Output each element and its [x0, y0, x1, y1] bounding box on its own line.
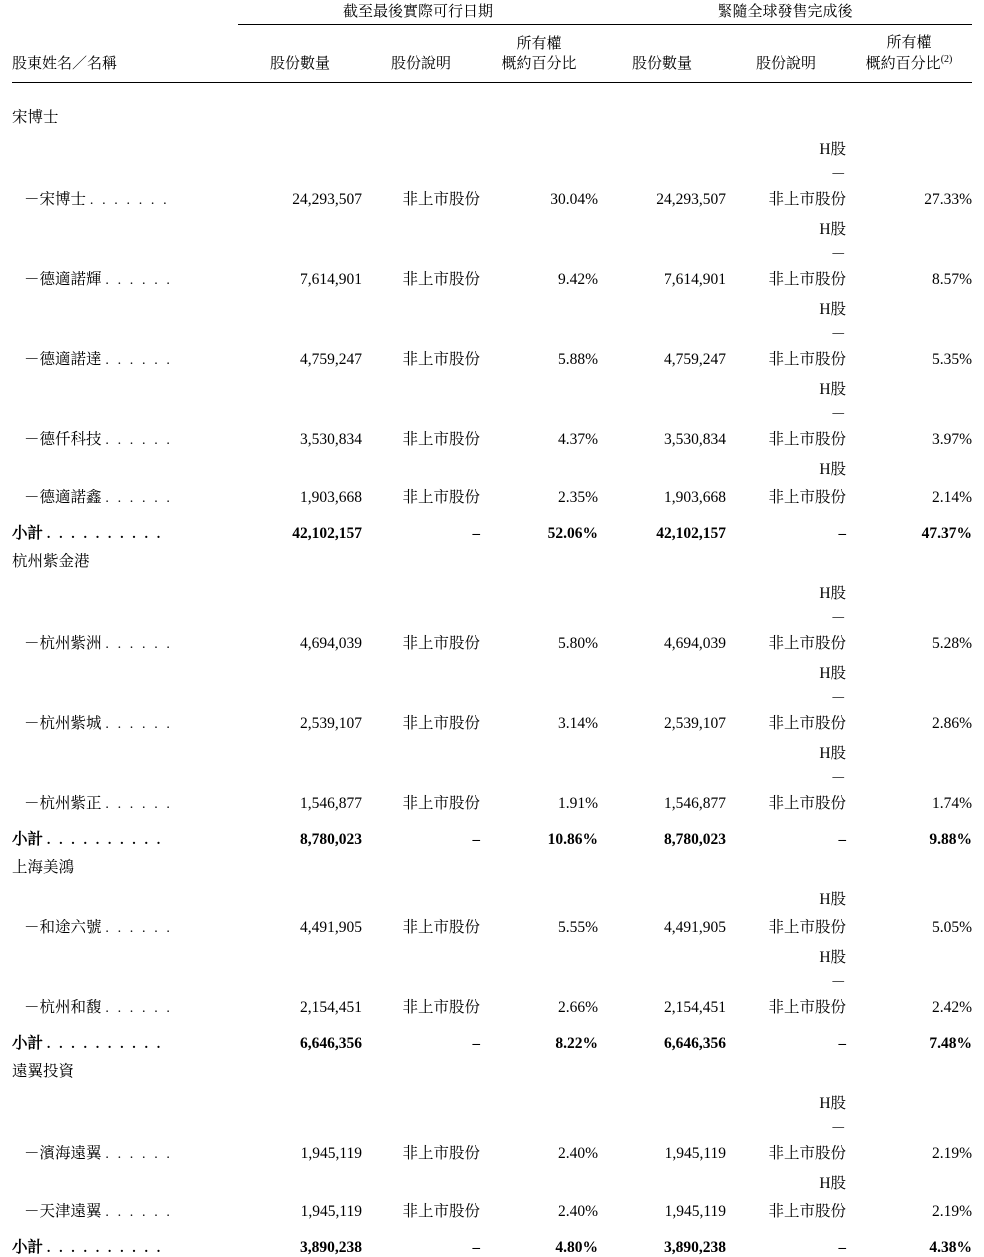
subtotal-shares-as-of: 3,890,238 [300, 1238, 362, 1256]
row-pct-after: 2.42% [931, 998, 973, 1016]
row-pct-as-of: 5.80% [557, 634, 599, 652]
row-pct-after: 2.19% [931, 1144, 973, 1162]
row-name-text: －德適諾達 [24, 350, 102, 368]
subtotal-pct-as-of: 8.22% [555, 1034, 599, 1052]
row-desc-as-of: 非上市股份 [402, 430, 480, 448]
row-desc-after-line1: H股 [819, 584, 847, 602]
row-shareholder-name [12, 733, 238, 813]
subtotal-shares-after: 3,890,238 [664, 1238, 727, 1256]
group-name-pad-4 [598, 1053, 726, 1083]
row-name-text: －德適諾鑫 [24, 488, 102, 506]
group-header-after-offering: 緊隨全球發售完成後 [717, 4, 853, 20]
row-desc-after-line1: H股 [819, 460, 847, 478]
table-row [12, 1163, 972, 1221]
row-shares-as-of: 1,945,119 [300, 1144, 362, 1162]
row-leader-dots: . . . . . . [105, 352, 173, 368]
row-desc-after-line3: 非上市股份 [768, 1202, 847, 1220]
subtotal-leader-dots: . . . . . . . . . . [46, 1036, 163, 1052]
row-pct-as-of: 30.04% [550, 190, 599, 208]
row-shareholder-name [12, 129, 238, 209]
row-pct-as-of: 2.66% [557, 998, 599, 1016]
row-desc-after-line1: H股 [819, 664, 847, 682]
row-pct-after: 5.35% [931, 350, 973, 368]
row-pct-as-of: 2.35% [557, 488, 599, 506]
row-desc-as-of: 非上市股份 [402, 714, 480, 732]
group-name-pad-5 [726, 99, 846, 129]
row-shares-as-of: 1,546,877 [300, 794, 362, 812]
subtotal-row [12, 1017, 972, 1053]
row-desc-after [726, 1083, 846, 1163]
row-shareholder-name [12, 289, 238, 369]
row-pct-after: 2.14% [931, 488, 973, 506]
subtotal-label-cell [12, 813, 238, 849]
row-name-text: －宋博士 [24, 190, 87, 208]
subtotal-shares-as-of: 6,646,356 [300, 1034, 362, 1052]
row-pct-after: 5.28% [931, 634, 973, 652]
table-row [12, 879, 972, 937]
column-header-pct-2-line1: 所有權 [886, 35, 932, 51]
row-desc-after-line1: H股 [819, 948, 847, 966]
subtotal-pct-as-of: 10.86% [547, 830, 599, 848]
row-shares-as-of: 1,903,668 [300, 488, 362, 506]
group-name-pad-2 [362, 1053, 480, 1083]
row-desc-after-line2: － [830, 245, 847, 263]
row-shares-after: 4,491,905 [664, 918, 727, 936]
column-header-pct-2 [846, 25, 972, 81]
column-header-pct-1-line2: 概約百分比 [501, 56, 577, 73]
table-row [12, 289, 972, 369]
row-shares-as-of: 1,945,119 [300, 1202, 362, 1220]
group-header-as-of-date: 截至最後實際可行日期 [343, 4, 494, 20]
row-shareholder-name [12, 1083, 238, 1163]
row-leader-dots: . . . . . . [105, 490, 173, 506]
row-leader-dots: . . . . . . [105, 636, 173, 652]
row-desc-as-of: 非上市股份 [402, 270, 480, 288]
row-desc-after-line3: 非上市股份 [768, 1144, 847, 1162]
spacer [12, 82, 972, 99]
group-name-pad-3 [480, 543, 598, 573]
row-desc-after [726, 653, 846, 733]
row-pct-as-of: 2.40% [557, 1144, 599, 1162]
row-desc-after-line3: 非上市股份 [768, 350, 847, 368]
row-leader-dots: . . . . . . [105, 1000, 173, 1016]
row-pct-after: 27.33% [924, 190, 973, 208]
group-name-pad-3 [480, 99, 598, 129]
row-name-text: －德適諾輝 [24, 270, 102, 288]
subtotal-pct-after: 7.48% [929, 1034, 973, 1052]
row-shares-after: 3,530,834 [664, 430, 727, 448]
subtotal-label: 小計 [12, 1034, 44, 1052]
group-name-pad-6 [846, 543, 972, 573]
row-desc-after-line1: H股 [819, 1174, 847, 1192]
row-shares-as-of: 4,759,247 [300, 350, 362, 368]
row-pct-after: 2.86% [931, 714, 973, 732]
column-header-desc-1: 股份說明 [390, 56, 451, 73]
row-desc-after-line3: 非上市股份 [768, 794, 847, 812]
group-name-pad-5 [726, 543, 846, 573]
subtotal-desc-as-of: – [472, 831, 480, 848]
row-desc-after-line1: H股 [819, 300, 847, 318]
column-header-row [12, 25, 972, 81]
row-pct-as-of: 4.37% [557, 430, 599, 448]
row-name-text: －和途六號 [24, 918, 102, 936]
table-row [12, 653, 972, 733]
row-name-text: －德仟科技 [24, 430, 102, 448]
group-name: 上海美鴻 [12, 858, 75, 876]
group-name-pad-1 [238, 543, 362, 573]
row-shareholder-name [12, 449, 238, 507]
subtotal-desc-after: – [838, 1239, 847, 1256]
row-desc-after [726, 289, 846, 369]
row-pct-as-of: 9.42% [557, 270, 599, 288]
row-pct-after: 1.74% [931, 794, 973, 812]
group-name: 杭州紫金港 [12, 552, 90, 570]
column-header-shares-2: 股份數量 [632, 56, 693, 73]
row-desc-after-line3: 非上市股份 [768, 270, 847, 288]
group-name-pad-1 [238, 849, 362, 879]
row-pct-after: 3.97% [931, 430, 973, 448]
row-leader-dots: . . . . . . . [89, 192, 170, 208]
row-shares-as-of: 24,293,507 [292, 190, 362, 208]
subtotal-row [12, 813, 972, 849]
row-desc-after-line1: H股 [819, 744, 847, 762]
row-shares-after: 1,903,668 [664, 488, 727, 506]
subtotal-desc-as-of: – [472, 525, 480, 542]
row-desc-after [726, 733, 846, 813]
subtotal-leader-dots: . . . . . . . . . . [46, 832, 163, 848]
table-row [12, 1083, 972, 1163]
group-name-pad-1 [238, 1053, 362, 1083]
row-desc-after-line1: H股 [819, 1094, 847, 1112]
column-header-pct-2-footnote: (2) [940, 54, 953, 66]
group-header-row [12, 0, 972, 24]
subtotal-label-cell [12, 1017, 238, 1053]
table-row [12, 733, 972, 813]
subtotal-shares-as-of: 8,780,023 [300, 830, 362, 848]
row-desc-as-of: 非上市股份 [402, 1202, 480, 1220]
subtotal-label-cell [12, 507, 238, 543]
subtotal-desc-as-of: – [472, 1239, 480, 1256]
group-name-row [12, 99, 972, 129]
group-name-row [12, 543, 972, 573]
row-shares-after: 4,694,039 [664, 634, 727, 652]
row-desc-after-line2: － [830, 325, 847, 343]
row-shares-as-of: 2,539,107 [300, 714, 362, 732]
column-header-pct-1 [480, 25, 598, 81]
table-row [12, 937, 972, 1017]
row-desc-after-line3: 非上市股份 [768, 918, 847, 936]
table-row [12, 129, 972, 209]
spacer-cell [12, 0, 238, 24]
row-desc-as-of: 非上市股份 [402, 350, 480, 368]
row-shareholder-name [12, 209, 238, 289]
column-header-pct-2-line2: 概約百分比 [865, 56, 941, 73]
row-leader-dots: . . . . . . [105, 1146, 173, 1162]
row-desc-after-line2: － [830, 165, 847, 183]
group-name-pad-4 [598, 543, 726, 573]
row-desc-as-of: 非上市股份 [402, 488, 480, 506]
group-name-pad-2 [362, 543, 480, 573]
row-desc-as-of: 非上市股份 [402, 794, 480, 812]
row-desc-after-line2: － [830, 689, 847, 707]
group-name-pad-3 [480, 849, 598, 879]
row-desc-after [726, 1163, 846, 1221]
row-name-text: －杭州紫正 [24, 794, 102, 812]
row-leader-dots: . . . . . . [105, 920, 173, 936]
subtotal-pct-as-of: 4.80% [555, 1238, 599, 1256]
group-name: 宋博士 [12, 108, 59, 126]
row-shareholder-name [12, 937, 238, 1017]
shareholding-table [12, 0, 972, 1257]
row-desc-after [726, 129, 846, 209]
row-desc-after [726, 937, 846, 1017]
row-shares-as-of: 4,491,905 [300, 918, 362, 936]
row-desc-after-line3: 非上市股份 [768, 634, 847, 652]
subtotal-leader-dots: . . . . . . . . . . [46, 526, 163, 542]
row-shares-after: 1,945,119 [664, 1202, 727, 1220]
row-shares-after: 24,293,507 [656, 190, 727, 208]
subtotal-pct-as-of: 52.06% [547, 524, 599, 542]
column-header-shares-1: 股份數量 [269, 56, 330, 73]
row-shares-as-of: 2,154,451 [300, 998, 362, 1016]
row-pct-after: 2.19% [931, 1202, 973, 1220]
header-spacer-row [12, 82, 972, 99]
subtotal-label: 小計 [12, 524, 44, 542]
row-desc-as-of: 非上市股份 [402, 998, 480, 1016]
subtotal-leader-dots: . . . . . . . . . . [46, 1240, 163, 1256]
row-leader-dots: . . . . . . [105, 1204, 173, 1220]
row-shareholder-name [12, 369, 238, 449]
subtotal-desc-after: – [838, 1035, 847, 1052]
subtotal-shares-after: 42,102,157 [656, 524, 727, 542]
subtotal-pct-after: 47.37% [921, 524, 973, 542]
row-desc-after-line2: － [830, 973, 847, 991]
subtotal-desc-after: – [838, 525, 847, 542]
subtotal-row [12, 1221, 972, 1257]
row-desc-after-line1: H股 [819, 220, 847, 238]
row-shares-after: 4,759,247 [664, 350, 727, 368]
row-pct-as-of: 5.55% [557, 918, 599, 936]
row-pct-as-of: 5.88% [557, 350, 599, 368]
row-desc-after [726, 369, 846, 449]
row-leader-dots: . . . . . . [105, 432, 173, 448]
group-name-pad-2 [362, 849, 480, 879]
row-name-text: －杭州紫城 [24, 714, 102, 732]
row-shares-after: 2,539,107 [664, 714, 727, 732]
row-desc-after-line1: H股 [819, 890, 847, 908]
row-desc-after-line3: 非上市股份 [768, 190, 847, 208]
row-desc-as-of: 非上市股份 [402, 190, 480, 208]
row-desc-after-line3: 非上市股份 [768, 430, 847, 448]
group-name-pad-5 [726, 1053, 846, 1083]
column-header-name: 股東姓名／名稱 [12, 56, 118, 73]
table-row [12, 369, 972, 449]
row-shares-after: 7,614,901 [664, 270, 727, 288]
row-desc-after-line3: 非上市股份 [768, 488, 847, 506]
row-desc-after-line2: － [830, 405, 847, 423]
group-name-pad-2 [362, 99, 480, 129]
subtotal-pct-after: 9.88% [929, 830, 973, 848]
group-name: 遠翼投資 [12, 1062, 75, 1080]
row-pct-after: 8.57% [931, 270, 973, 288]
group-name-row [12, 849, 972, 879]
group-name-pad-6 [846, 99, 972, 129]
row-desc-after-line3: 非上市股份 [768, 714, 847, 732]
row-shareholder-name [12, 879, 238, 937]
row-pct-as-of: 3.14% [557, 714, 599, 732]
row-shares-as-of: 4,694,039 [300, 634, 362, 652]
subtotal-label: 小計 [12, 1238, 44, 1256]
group-name-pad-5 [726, 849, 846, 879]
subtotal-label-cell [12, 1221, 238, 1257]
table-row [12, 449, 972, 507]
row-pct-as-of: 2.40% [557, 1202, 599, 1220]
row-desc-after-line1: H股 [819, 380, 847, 398]
subtotal-pct-after: 4.38% [929, 1238, 973, 1256]
group-name-pad-1 [238, 99, 362, 129]
group-name-row [12, 1053, 972, 1083]
row-desc-after [726, 879, 846, 937]
row-desc-as-of: 非上市股份 [402, 634, 480, 652]
row-desc-after-line3: 非上市股份 [768, 998, 847, 1016]
row-shares-as-of: 3,530,834 [300, 430, 362, 448]
row-name-text: －天津遠翼 [24, 1202, 102, 1220]
subtotal-desc-as-of: – [472, 1035, 480, 1052]
group-name-pad-6 [846, 849, 972, 879]
row-shares-as-of: 7,614,901 [300, 270, 362, 288]
row-desc-after [726, 449, 846, 507]
subtotal-label: 小計 [12, 830, 44, 848]
row-shares-after: 1,546,877 [664, 794, 727, 812]
row-desc-after [726, 573, 846, 653]
row-desc-after [726, 209, 846, 289]
row-desc-as-of: 非上市股份 [402, 918, 480, 936]
row-leader-dots: . . . . . . [105, 796, 173, 812]
group-name-pad-6 [846, 1053, 972, 1083]
column-header-desc-2: 股份說明 [756, 56, 817, 73]
group-name-pad-3 [480, 1053, 598, 1083]
group-name-pad-4 [598, 99, 726, 129]
subtotal-shares-as-of: 42,102,157 [292, 524, 362, 542]
subtotal-shares-after: 6,646,356 [664, 1034, 727, 1052]
table-row [12, 209, 972, 289]
row-shareholder-name [12, 1163, 238, 1221]
row-shares-after: 1,945,119 [664, 1144, 727, 1162]
row-desc-after-line2: － [830, 1119, 847, 1137]
table-row [12, 573, 972, 653]
row-shareholder-name [12, 653, 238, 733]
subtotal-shares-after: 8,780,023 [664, 830, 727, 848]
row-name-text: －杭州和馥 [24, 998, 102, 1016]
subtotal-row [12, 507, 972, 543]
column-header-pct-1-line1: 所有權 [516, 36, 562, 52]
row-leader-dots: . . . . . . [105, 716, 173, 732]
row-pct-as-of: 1.91% [557, 794, 599, 812]
row-name-text: －杭州紫洲 [24, 634, 102, 652]
row-desc-after-line2: － [830, 769, 847, 787]
row-desc-as-of: 非上市股份 [402, 1144, 480, 1162]
row-desc-after-line1: H股 [819, 140, 847, 158]
row-shareholder-name [12, 573, 238, 653]
row-pct-after: 5.05% [931, 918, 973, 936]
subtotal-desc-after: – [838, 831, 847, 848]
row-shares-after: 2,154,451 [664, 998, 727, 1016]
group-name-pad-4 [598, 849, 726, 879]
row-leader-dots: . . . . . . [105, 272, 173, 288]
row-name-text: －濱海遠翼 [24, 1144, 102, 1162]
row-desc-after-line2: － [830, 609, 847, 627]
